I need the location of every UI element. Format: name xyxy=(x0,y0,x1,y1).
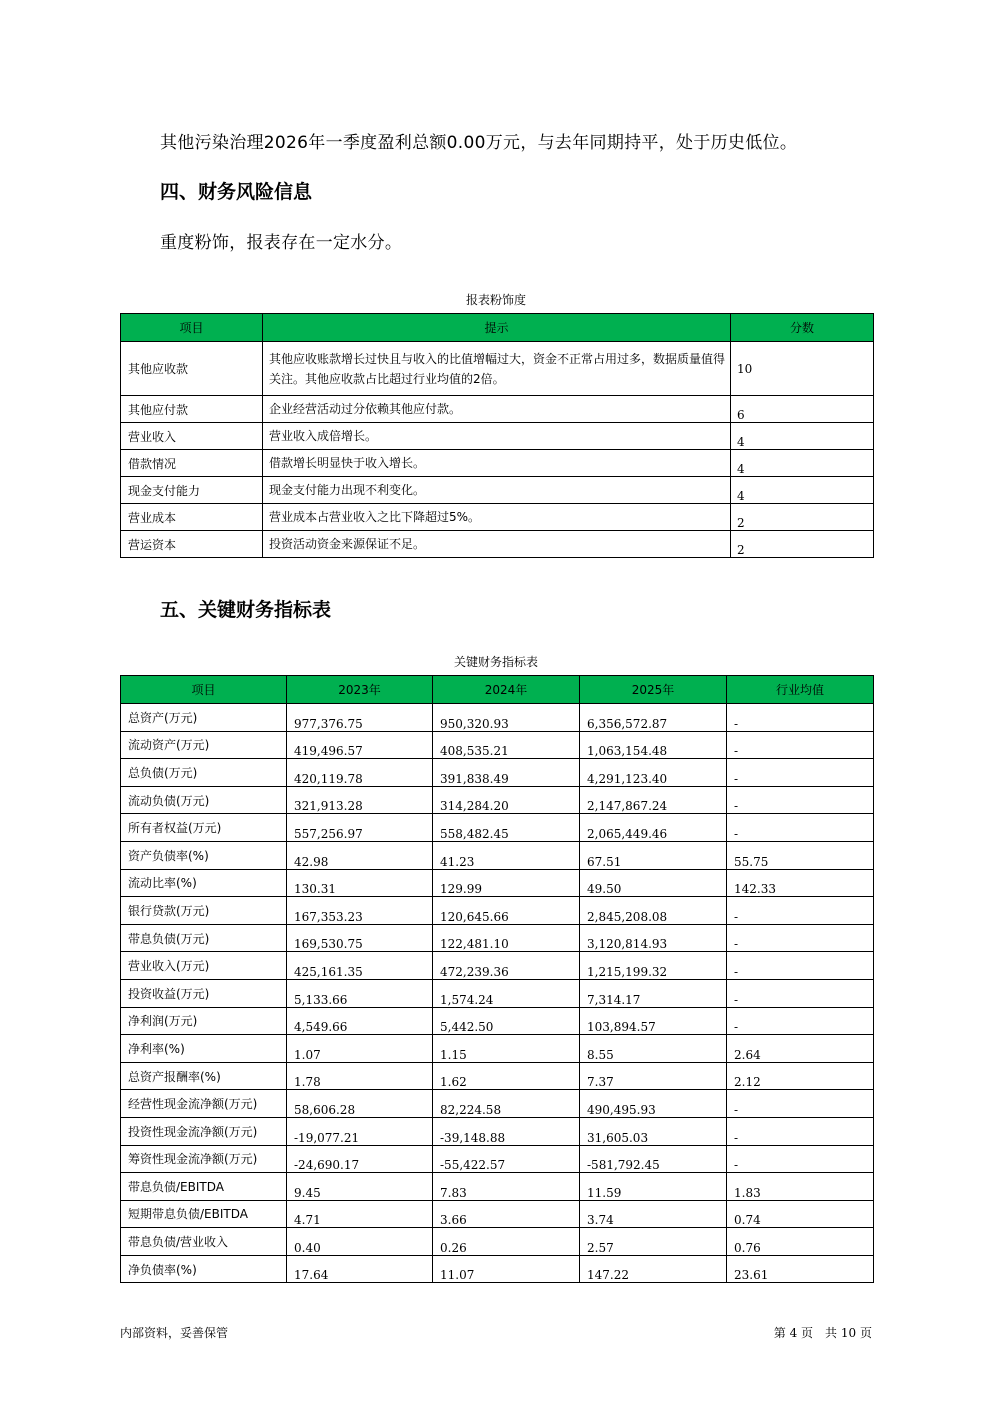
row-value-y2024: 0.26 xyxy=(433,1228,580,1256)
row-item: 其他应付款 xyxy=(121,396,263,423)
table-row xyxy=(121,786,874,814)
row-hint: 营业成本占营业收入之比下降超过5%。 xyxy=(263,504,731,531)
row-hint: 投资活动资金来源保证不足。 xyxy=(263,531,731,558)
row-value-y2025: 4,291,123.40 xyxy=(580,759,727,787)
row-value-avg: 0.74 xyxy=(727,1200,874,1228)
row-item: 流动资产(万元) xyxy=(121,731,287,759)
row-value-avg: - xyxy=(727,897,874,925)
row-value-avg: 23.61 xyxy=(727,1255,874,1283)
row-value-y2025: 7.37 xyxy=(580,1062,727,1090)
row-score: 4 xyxy=(731,450,874,477)
row-item: 总负债(万元) xyxy=(121,759,287,787)
row-item: 投资收益(万元) xyxy=(121,979,287,1007)
row-value-y2024: 7.83 xyxy=(433,1173,580,1201)
row-value-y2024: 82,224.58 xyxy=(433,1090,580,1118)
row-item: 投资性现金流净额(万元) xyxy=(121,1117,287,1145)
row-hint: 现金支付能力出现不利变化。 xyxy=(263,477,731,504)
row-value-y2024: 3.66 xyxy=(433,1200,580,1228)
table-row xyxy=(121,504,874,531)
table-row xyxy=(121,477,874,504)
row-value-y2023: 5,133.66 xyxy=(287,979,433,1007)
row-item: 净利润(万元) xyxy=(121,1007,287,1035)
row-value-avg: - xyxy=(727,759,874,787)
row-value-avg: 1.83 xyxy=(727,1173,874,1201)
column-header-industry-average: 行业均值 xyxy=(727,676,874,704)
table-row xyxy=(121,1228,874,1256)
section-heading-key-indicators: 五、关键财务指标表 xyxy=(160,599,332,621)
row-item: 净负债率(%) xyxy=(121,1255,287,1283)
row-value-y2025: 7,314.17 xyxy=(580,979,727,1007)
row-value-y2025: -581,792.45 xyxy=(580,1145,727,1173)
table-row xyxy=(121,869,874,897)
row-value-avg: - xyxy=(727,1090,874,1118)
row-value-avg: - xyxy=(727,704,874,732)
row-value-y2024: 558,482.45 xyxy=(433,814,580,842)
row-value-y2023: 425,161.35 xyxy=(287,952,433,980)
table-row xyxy=(121,531,874,558)
page-suffix: 页 xyxy=(859,1326,872,1340)
row-item: 现金支付能力 xyxy=(121,477,263,504)
row-value-avg: 55.75 xyxy=(727,841,874,869)
row-value-y2025: 11.59 xyxy=(580,1173,727,1201)
row-item: 营运资本 xyxy=(121,531,263,558)
row-value-y2023: 321,913.28 xyxy=(287,786,433,814)
row-value-y2024: 129.99 xyxy=(433,869,580,897)
row-value-y2025: 2,845,208.08 xyxy=(580,897,727,925)
row-value-y2024: -55,422.57 xyxy=(433,1145,580,1173)
row-item: 带息负债/EBITDA xyxy=(121,1173,287,1201)
intro-paragraph: 其他污染治理2026年一季度盈利总额0.00万元，与去年同期持平，处于历史低位。 xyxy=(160,133,798,153)
row-value-y2023: 0.40 xyxy=(287,1228,433,1256)
table-caption-window-dressing: 报表粉饰度 xyxy=(465,293,526,307)
row-hint: 企业经营活动过分依赖其他应付款。 xyxy=(263,396,731,423)
risk-summary-text: 重度粉饰，报表存在一定水分。 xyxy=(160,233,403,253)
row-item: 总资产(万元) xyxy=(121,704,287,732)
row-item: 短期带息负债/EBITDA xyxy=(121,1200,287,1228)
table-row xyxy=(121,814,874,842)
row-value-y2025: 1,215,199.32 xyxy=(580,952,727,980)
row-value-avg: - xyxy=(727,924,874,952)
row-value-avg: - xyxy=(727,952,874,980)
row-value-y2024: 41.23 xyxy=(433,841,580,869)
row-value-y2023: 419,496.57 xyxy=(287,731,433,759)
row-value-y2025: 67.51 xyxy=(580,841,727,869)
table-row xyxy=(121,1007,874,1035)
row-value-y2023: 977,376.75 xyxy=(287,704,433,732)
table-row xyxy=(121,1090,874,1118)
row-value-y2024: 5,442.50 xyxy=(433,1007,580,1035)
table-row xyxy=(121,841,874,869)
row-value-y2024: 1.15 xyxy=(433,1035,580,1063)
row-hint: 借款增长明显快于收入增长。 xyxy=(263,450,731,477)
row-value-y2024: 950,320.93 xyxy=(433,704,580,732)
column-header-hint: 提示 xyxy=(263,314,731,342)
row-value-avg: 0.76 xyxy=(727,1228,874,1256)
row-value-y2024: 122,481.10 xyxy=(433,924,580,952)
row-item: 筹资性现金流净额(万元) xyxy=(121,1145,287,1173)
row-item: 总资产报酬率(%) xyxy=(121,1062,287,1090)
row-item: 银行贷款(万元) xyxy=(121,897,287,925)
row-value-y2025: 490,495.93 xyxy=(580,1090,727,1118)
row-value-y2024: -39,148.88 xyxy=(433,1117,580,1145)
row-score: 6 xyxy=(731,396,874,423)
row-value-avg: 142.33 xyxy=(727,869,874,897)
table-row xyxy=(121,979,874,1007)
footer-page-number xyxy=(774,1326,872,1340)
window-dressing-table xyxy=(120,313,874,558)
row-hint: 营业收入成倍增长。 xyxy=(263,423,731,450)
row-value-y2023: 4.71 xyxy=(287,1200,433,1228)
table-row xyxy=(121,423,874,450)
page-mid: 页 共 xyxy=(801,1326,838,1340)
table-row xyxy=(121,924,874,952)
row-score: 2 xyxy=(731,504,874,531)
page-current: 4 xyxy=(789,1326,798,1340)
row-value-y2025: 31,605.03 xyxy=(580,1117,727,1145)
row-value-y2023: -19,077.21 xyxy=(287,1117,433,1145)
row-score: 2 xyxy=(731,531,874,558)
row-value-y2023: 557,256.97 xyxy=(287,814,433,842)
row-value-y2024: 1,574.24 xyxy=(433,979,580,1007)
row-value-y2024: 120,645.66 xyxy=(433,897,580,925)
row-value-y2023: 130.31 xyxy=(287,869,433,897)
row-value-y2025: 6,356,572.87 xyxy=(580,704,727,732)
key-indicators-table xyxy=(120,675,874,1283)
row-value-y2025: 3.74 xyxy=(580,1200,727,1228)
row-item: 资产负债率(%) xyxy=(121,841,287,869)
row-value-y2023: 420,119.78 xyxy=(287,759,433,787)
table-row xyxy=(121,342,874,396)
row-value-y2023: 1.07 xyxy=(287,1035,433,1063)
row-value-y2023: 42.98 xyxy=(287,841,433,869)
row-value-y2024: 391,838.49 xyxy=(433,759,580,787)
row-value-y2023: 4,549.66 xyxy=(287,1007,433,1035)
row-value-y2023: 9.45 xyxy=(287,1173,433,1201)
row-value-y2025: 8.55 xyxy=(580,1035,727,1063)
column-header-item: 项目 xyxy=(121,314,263,342)
table-row xyxy=(121,1035,874,1063)
row-value-avg: - xyxy=(727,814,874,842)
row-value-y2024: 472,239.36 xyxy=(433,952,580,980)
table-row xyxy=(121,704,874,732)
row-value-y2025: 2,065,449.46 xyxy=(580,814,727,842)
table-header-row xyxy=(121,314,874,342)
table-row xyxy=(121,1173,874,1201)
table-row xyxy=(121,1200,874,1228)
table-row xyxy=(121,396,874,423)
table-row xyxy=(121,952,874,980)
row-value-y2025: 49.50 xyxy=(580,869,727,897)
indicator-rows xyxy=(121,704,874,1283)
row-item: 借款情况 xyxy=(121,450,263,477)
footer-confidential-note: 内部资料，妥善保管 xyxy=(120,1326,229,1340)
row-item: 营业收入 xyxy=(121,423,263,450)
table-row xyxy=(121,1062,874,1090)
row-value-y2023: 167,353.23 xyxy=(287,897,433,925)
page-total: 10 xyxy=(840,1326,857,1340)
row-value-y2023: 58,606.28 xyxy=(287,1090,433,1118)
row-value-y2024: 314,284.20 xyxy=(433,786,580,814)
row-item: 经营性现金流净额(万元) xyxy=(121,1090,287,1118)
table-row xyxy=(121,450,874,477)
row-value-avg: - xyxy=(727,1145,874,1173)
row-item: 所有者权益(万元) xyxy=(121,814,287,842)
row-value-y2023: 17.64 xyxy=(287,1255,433,1283)
row-value-avg: - xyxy=(727,1007,874,1035)
table-row xyxy=(121,1145,874,1173)
row-value-y2024: 408,535.21 xyxy=(433,731,580,759)
row-value-y2025: 2,147,867.24 xyxy=(580,786,727,814)
row-score: 4 xyxy=(731,477,874,504)
row-value-avg: - xyxy=(727,1117,874,1145)
row-value-avg: 2.64 xyxy=(727,1035,874,1063)
row-value-avg: - xyxy=(727,786,874,814)
row-item: 净利率(%) xyxy=(121,1035,287,1063)
row-value-avg: - xyxy=(727,979,874,1007)
row-item: 带息负债/营业收入 xyxy=(121,1228,287,1256)
section-heading-financial-risk: 四、财务风险信息 xyxy=(160,181,313,203)
row-score: 4 xyxy=(731,423,874,450)
column-header-item: 项目 xyxy=(121,676,287,704)
row-item: 带息负债(万元) xyxy=(121,924,287,952)
row-value-y2023: 169,530.75 xyxy=(287,924,433,952)
row-item: 营业成本 xyxy=(121,504,263,531)
column-header-score: 分数 xyxy=(731,314,874,342)
table-row xyxy=(121,897,874,925)
row-value-y2024: 11.07 xyxy=(433,1255,580,1283)
row-item: 其他应收款 xyxy=(121,342,263,396)
row-item: 流动负债(万元) xyxy=(121,786,287,814)
page-prefix: 第 xyxy=(773,1326,786,1340)
table-header-row xyxy=(121,676,874,704)
column-header-2023: 2023年 xyxy=(287,676,433,704)
row-hint: 其他应收账款增长过快且与收入的比值增幅过大，资金不正常占用过多，数据质量值得关注。其他应收款占比超过行业均值的2倍。 xyxy=(263,342,731,396)
row-value-y2025: 1,063,154.48 xyxy=(580,731,727,759)
table-row xyxy=(121,759,874,787)
row-value-avg: 2.12 xyxy=(727,1062,874,1090)
row-score: 10 xyxy=(731,342,874,396)
table-row xyxy=(121,731,874,759)
table-row xyxy=(121,1117,874,1145)
table-caption-key-indicators: 关键财务指标表 xyxy=(453,655,538,669)
row-item: 营业收入(万元) xyxy=(121,952,287,980)
table-row xyxy=(121,1255,874,1283)
row-value-y2025: 3,120,814.93 xyxy=(580,924,727,952)
row-value-y2025: 2.57 xyxy=(580,1228,727,1256)
column-header-2024: 2024年 xyxy=(433,676,580,704)
row-value-y2024: 1.62 xyxy=(433,1062,580,1090)
row-value-y2023: 1.78 xyxy=(287,1062,433,1090)
row-value-y2023: -24,690.17 xyxy=(287,1145,433,1173)
row-value-y2025: 103,894.57 xyxy=(580,1007,727,1035)
row-value-avg: - xyxy=(727,731,874,759)
row-value-y2025: 147.22 xyxy=(580,1255,727,1283)
column-header-2025: 2025年 xyxy=(580,676,727,704)
row-item: 流动比率(%) xyxy=(121,869,287,897)
